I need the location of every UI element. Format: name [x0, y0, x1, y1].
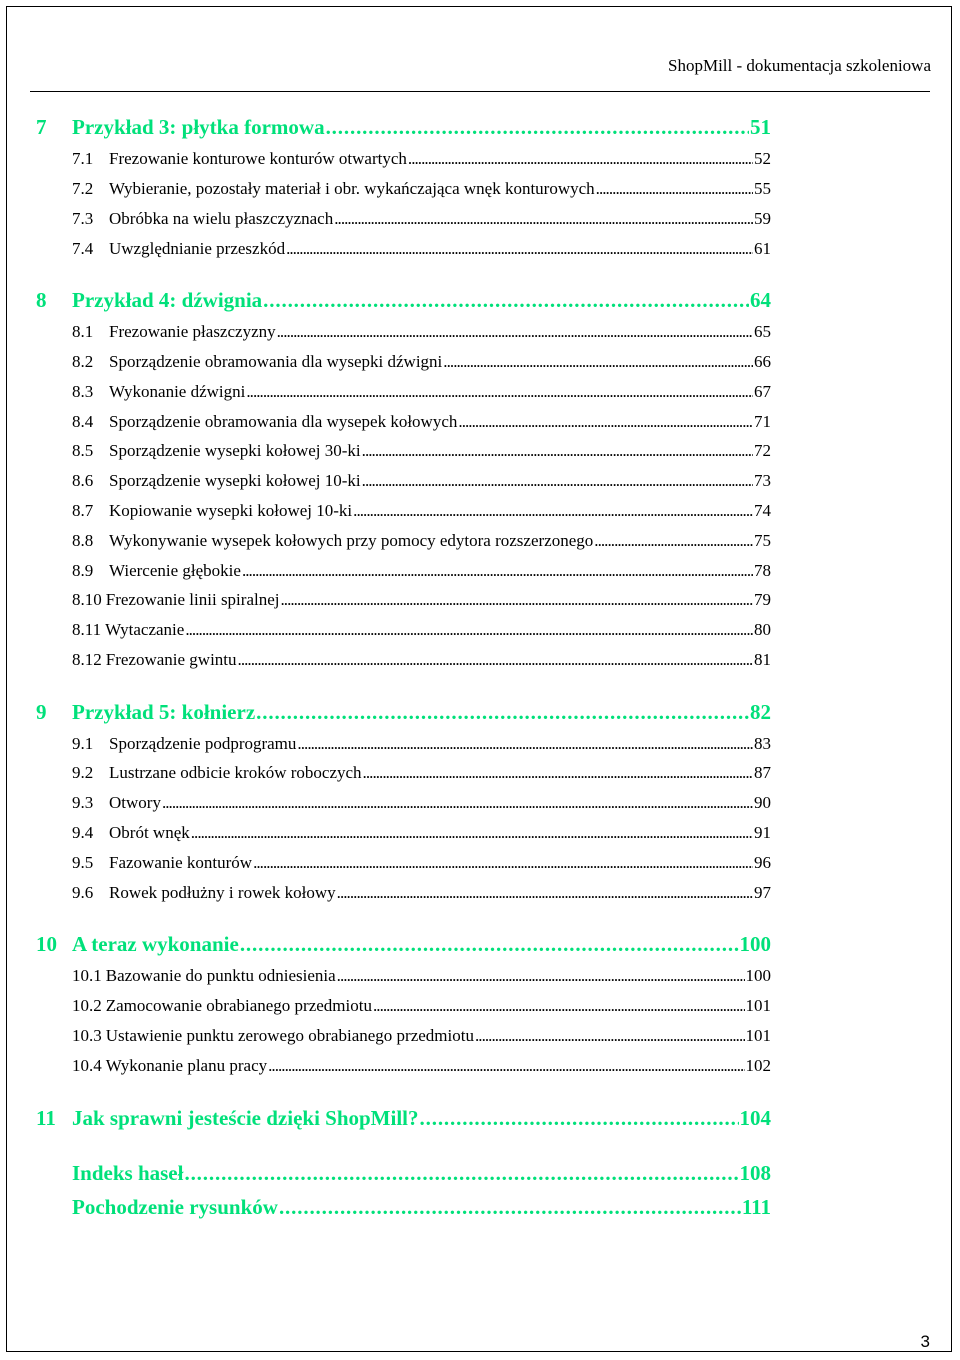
toc-page: 74 [754, 501, 771, 520]
toc-page: 71 [754, 412, 771, 431]
toc-index[interactable] [72, 1161, 771, 1186]
toc-number: 10.2 [72, 996, 102, 1015]
toc-number: 7.2 [72, 179, 94, 198]
toc-title: Frezowanie konturowe konturów otwartych [109, 149, 407, 168]
toc-leader-dots [256, 700, 749, 725]
toc-title: Obrót wnęk [109, 823, 190, 842]
toc-page: 79 [754, 590, 771, 609]
toc-page: 101 [745, 996, 771, 1015]
toc-title: Sporządzenie wysepki kołowej 30-ki [109, 441, 361, 460]
toc-leader-dots [458, 412, 753, 432]
toc-number: 9.1 [72, 734, 94, 753]
toc-leader-dots [363, 763, 753, 783]
toc-title: Kopiowanie wysepki kołowej 10-ki [109, 501, 353, 520]
toc-number: 9.3 [72, 793, 94, 812]
toc-leader-dots [184, 1161, 738, 1186]
toc-number: 7.4 [72, 239, 94, 258]
toc-title: Fazowanie konturów [109, 853, 253, 872]
toc-title: Sporządzenie obramowania dla wysepek kołowych [109, 412, 458, 431]
toc-number: 10.1 [72, 966, 102, 985]
toc-title: Otwory [109, 793, 161, 812]
toc-number: 8.4 [72, 412, 94, 431]
toc-number: 8.8 [72, 531, 94, 550]
toc-leader-dots [246, 382, 753, 402]
toc-leader-dots [286, 239, 753, 259]
toc-leader-dots [362, 471, 753, 491]
toc-page: 75 [754, 531, 771, 550]
toc-number: 10.4 [72, 1056, 102, 1075]
toc-leader-dots [594, 531, 753, 551]
toc-section-8-11[interactable] [72, 620, 771, 640]
toc-section-9-5[interactable] [72, 853, 771, 873]
toc-page: 83 [754, 734, 771, 753]
toc-number: 8.12 [72, 650, 102, 669]
toc-section-8-9[interactable] [72, 561, 771, 581]
page-number: 3 [920, 1332, 930, 1351]
toc-number: 8.11 [72, 620, 102, 639]
toc-title: Przykład 4: dźwignia [72, 288, 263, 312]
toc-section-7-1[interactable] [72, 149, 771, 169]
toc-leader-dots [596, 179, 753, 199]
toc-title: Frezowanie płaszczyzny [109, 322, 276, 341]
toc-title: Pochodzenie rysunków [72, 1195, 278, 1219]
toc-section-10-4[interactable] [72, 1056, 771, 1076]
toc-section-9-2[interactable] [72, 763, 771, 783]
toc-page: 102 [745, 1056, 771, 1075]
toc-number: 9 [36, 700, 47, 724]
toc-title: Lustrzane odbicie kroków roboczych [109, 763, 362, 782]
toc-title: Uwzględnianie przeszkód [109, 239, 286, 258]
toc-page: 61 [754, 239, 771, 258]
toc-page: 72 [754, 441, 771, 460]
toc-chapter-8[interactable] [36, 288, 771, 313]
toc-section-8-6[interactable] [72, 471, 771, 491]
toc-page: 59 [754, 209, 771, 228]
toc-title: Sporządzenie podprogramu [109, 734, 297, 753]
toc-title: Wykonywanie wysepek kołowych przy pomocy edytora rozszerzonego [109, 531, 594, 550]
toc-page: 73 [754, 471, 771, 490]
toc-leader-dots [263, 288, 749, 313]
toc-title: Frezowanie gwintu [105, 650, 237, 669]
toc-section-9-4[interactable] [72, 823, 771, 843]
toc-leader-dots [277, 322, 753, 342]
toc-title: Wybieranie, pozostały materiał i obr. wykańczająca wnęk konturowych [109, 179, 595, 198]
toc-page: 90 [754, 793, 771, 812]
toc-section-8-4[interactable] [72, 412, 771, 432]
toc-title: Jak sprawni jesteście dzięki ShopMill? [72, 1106, 419, 1130]
toc-page: 96 [754, 853, 771, 872]
toc-section-10-2[interactable] [72, 996, 771, 1016]
toc-number: 8.10 [72, 590, 102, 609]
toc-title: Wytaczanie [105, 620, 185, 639]
toc-page: 81 [754, 650, 771, 669]
toc-page: 104 [739, 1106, 771, 1130]
toc-page: 64 [750, 288, 771, 312]
toc-number: 8.1 [72, 322, 94, 341]
toc-chapter-9[interactable] [36, 700, 771, 725]
toc-number: 10.3 [72, 1026, 102, 1045]
toc-title: Bazowanie do punktu odniesienia [105, 966, 336, 985]
toc-leader-dots [242, 561, 753, 581]
toc-number: 8 [36, 288, 47, 312]
toc-section-8-12[interactable] [72, 650, 771, 670]
toc-page: 111 [741, 1195, 771, 1219]
toc-leader-dots [191, 823, 753, 843]
toc-number: 7.1 [72, 149, 94, 168]
toc-number: 8.7 [72, 501, 94, 520]
toc-leader-dots [362, 441, 753, 461]
toc-section-8-3[interactable] [72, 382, 771, 402]
toc-title: Wykonanie planu pracy [105, 1056, 268, 1075]
toc-page: 91 [754, 823, 771, 842]
toc-leader-dots [326, 115, 749, 140]
toc-title: Przykład 5: kołnierz [72, 700, 256, 724]
toc-leader-dots [280, 590, 753, 610]
toc-page: 65 [754, 322, 771, 341]
toc-leader-dots [475, 1026, 745, 1046]
toc-title: Obróbka na wielu płaszczyznach [109, 209, 334, 228]
toc-number: 8.2 [72, 352, 94, 371]
toc-leader-dots [185, 620, 753, 640]
toc-number: 7.3 [72, 209, 94, 228]
toc-section-8-1[interactable] [72, 322, 771, 342]
toc-chapter-10[interactable] [36, 932, 771, 957]
toc-leader-dots [297, 734, 753, 754]
toc-title: Przykład 3: płytka formowa [72, 115, 325, 139]
toc-title: Wykonanie dźwigni [109, 382, 246, 401]
toc-page: 67 [754, 382, 771, 401]
toc-page: 87 [754, 763, 771, 782]
toc-page: 55 [754, 179, 771, 198]
toc-leader-dots [408, 149, 753, 169]
toc-leader-dots [279, 1195, 741, 1220]
toc-title: Sporządzenie obramowania dla wysepki dźwigni [109, 352, 443, 371]
toc-page: 52 [754, 149, 771, 168]
toc-page: 66 [754, 352, 771, 371]
toc-page: 101 [745, 1026, 771, 1045]
toc-title: Sporządzenie wysepki kołowej 10-ki [109, 471, 361, 490]
toc-title: Indeks haseł [72, 1161, 184, 1185]
toc-section-9-3[interactable] [72, 793, 771, 813]
toc-title: A teraz wykonanie [72, 932, 239, 956]
toc-title: Zamocowanie obrabianego przedmiotu [105, 996, 372, 1015]
toc-leader-dots [373, 996, 745, 1016]
toc-section-10-1[interactable] [72, 966, 771, 986]
toc-number: 8.9 [72, 561, 94, 580]
toc-section-9-1[interactable] [72, 734, 771, 754]
toc-page: 78 [754, 561, 771, 580]
toc-chapter-7[interactable] [36, 115, 771, 140]
toc-leader-dots [334, 209, 753, 229]
toc-section-7-3[interactable] [72, 209, 771, 229]
toc-figure-sources[interactable] [72, 1195, 771, 1220]
toc-number: 7 [36, 115, 47, 139]
toc-section-7-4[interactable] [72, 239, 771, 259]
toc-section-8-10[interactable] [72, 590, 771, 610]
toc-leader-dots [238, 650, 753, 670]
toc-page: 100 [739, 932, 771, 956]
toc-number: 9.6 [72, 883, 94, 902]
toc-page: 100 [745, 966, 771, 985]
toc-chapter-11[interactable] [36, 1106, 771, 1131]
toc-leader-dots [443, 352, 753, 372]
toc-number: 9.4 [72, 823, 94, 842]
toc-number: 10 [36, 932, 57, 956]
toc-number: 9.5 [72, 853, 94, 872]
toc-leader-dots [353, 501, 753, 521]
toc-section-8-2[interactable] [72, 352, 771, 372]
toc-section-8-5[interactable] [72, 441, 771, 461]
toc-page: 82 [750, 700, 771, 724]
toc-leader-dots [240, 932, 739, 957]
toc-title: Wiercenie głębokie [109, 561, 241, 580]
toc-leader-dots [337, 966, 745, 986]
toc-section-9-6[interactable] [72, 883, 771, 903]
document-header-title: ShopMill - dokumentacja szkoleniowa [668, 56, 931, 75]
toc-section-7-2[interactable] [72, 179, 771, 199]
toc-number: 9.2 [72, 763, 94, 782]
toc-leader-dots [162, 793, 753, 813]
toc-number: 8.6 [72, 471, 94, 490]
toc-section-8-8[interactable] [72, 531, 771, 551]
toc-page: 51 [750, 115, 771, 139]
toc-leader-dots [337, 883, 753, 903]
toc-section-10-3[interactable] [72, 1026, 771, 1046]
toc-page: 80 [754, 620, 771, 639]
toc-leader-dots [253, 853, 753, 873]
toc-title: Rowek podłużny i rowek kołowy [109, 883, 336, 902]
toc-page: 108 [739, 1161, 771, 1185]
toc-number: 8.5 [72, 441, 94, 460]
toc-leader-dots [268, 1056, 744, 1076]
toc-number: 8.3 [72, 382, 94, 401]
toc-number: 11 [36, 1106, 56, 1130]
toc-page: 97 [754, 883, 771, 902]
toc-title: Frezowanie linii spiralnej [105, 590, 280, 609]
toc-title: Ustawienie punktu zerowego obrabianego przedmiotu [105, 1026, 474, 1045]
toc-section-8-7[interactable] [72, 501, 771, 521]
toc-leader-dots [420, 1106, 739, 1131]
